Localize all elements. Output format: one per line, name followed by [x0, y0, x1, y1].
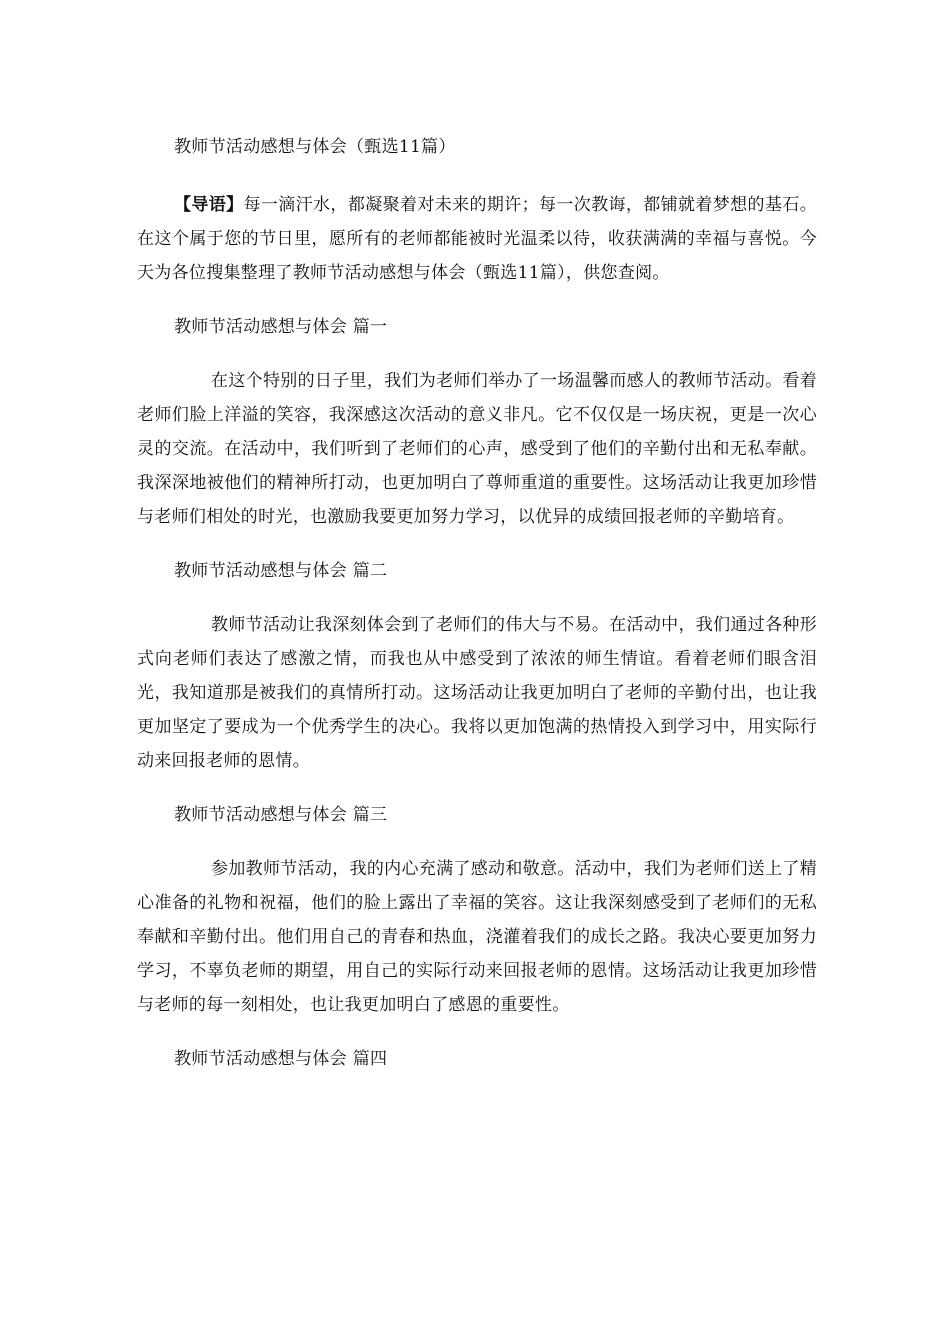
section-heading-4: 教师节活动感想与体会 篇四: [174, 1049, 388, 1069]
section-heading-2: 教师节活动感想与体会 篇二: [174, 561, 388, 581]
section-body-1: 在这个特别的日子里，我们为老师们举办了一场温馨而感人的教师节活动。看着老师们脸上洋溢的笑容，我深感这次活动的意义非凡。它不仅仅是一场庆祝，更是一次心灵的交流。在活动中，我们听到了老师们的心声，感受到了他们的辛勤付出和无私奉献。我深深地被他们的精神所打动，也更加明白了尊师重道的重要性。这场活动让我更加珍惜与老师们相处的时光，也激励我要更加努力学习，以优异的成绩回报老师的辛勤培育。: [137, 371, 817, 527]
document-content: [137, 134, 817, 1076]
intro-text: 每一滴汗水，都凝聚着对未来的期许；每一次教诲，都铺就着梦想的基石。在这个属于您的节日里，愿所有的老师都能被时光温柔以待，收获满满的幸福与喜悦。今天为各位搜集整理了教师节活动感想与体会（甄选11篇），供您查阅。: [137, 195, 817, 283]
intro-paragraph: [137, 188, 817, 290]
section-heading-3: 教师节活动感想与体会 篇三: [174, 805, 388, 825]
section-body-2: 教师节活动让我深刻体会到了老师们的伟大与不易。在活动中，我们通过各种形式向老师们表达了感激之情，而我也从中感受到了浓浓的师生情谊。看着老师们眼含泪光，我知道那是被我们的真情所打动。这场活动让我更加明白了老师的辛勤付出，也让我更加坚定了要成为一个优秀学生的决心。我将以更加饱满的热情投入到学习中，用实际行动来回报老师的恩情。: [137, 615, 817, 771]
intro-tag: 【导语】: [174, 195, 244, 215]
section-body-3: 参加教师节活动，我的内心充满了感动和敬意。活动中，我们为老师们送上了精心准备的礼物和祝福，他们的脸上露出了幸福的笑容。这让我深刻感受到了老师们的无私奉献和辛勤付出。他们用自己的青春和热血，浇灌着我们的成长之路。我决心要更加努力学习，不辜负老师的期望，用自己的实际行动来回报老师的恩情。这场活动让我更加珍惜与老师的每一刻相处，也让我更加明白了感恩的重要性。: [137, 859, 817, 1015]
document-title: 教师节活动感想与体会（甄选11篇）: [174, 137, 456, 157]
section-heading-1: 教师节活动感想与体会 篇一: [174, 317, 388, 337]
